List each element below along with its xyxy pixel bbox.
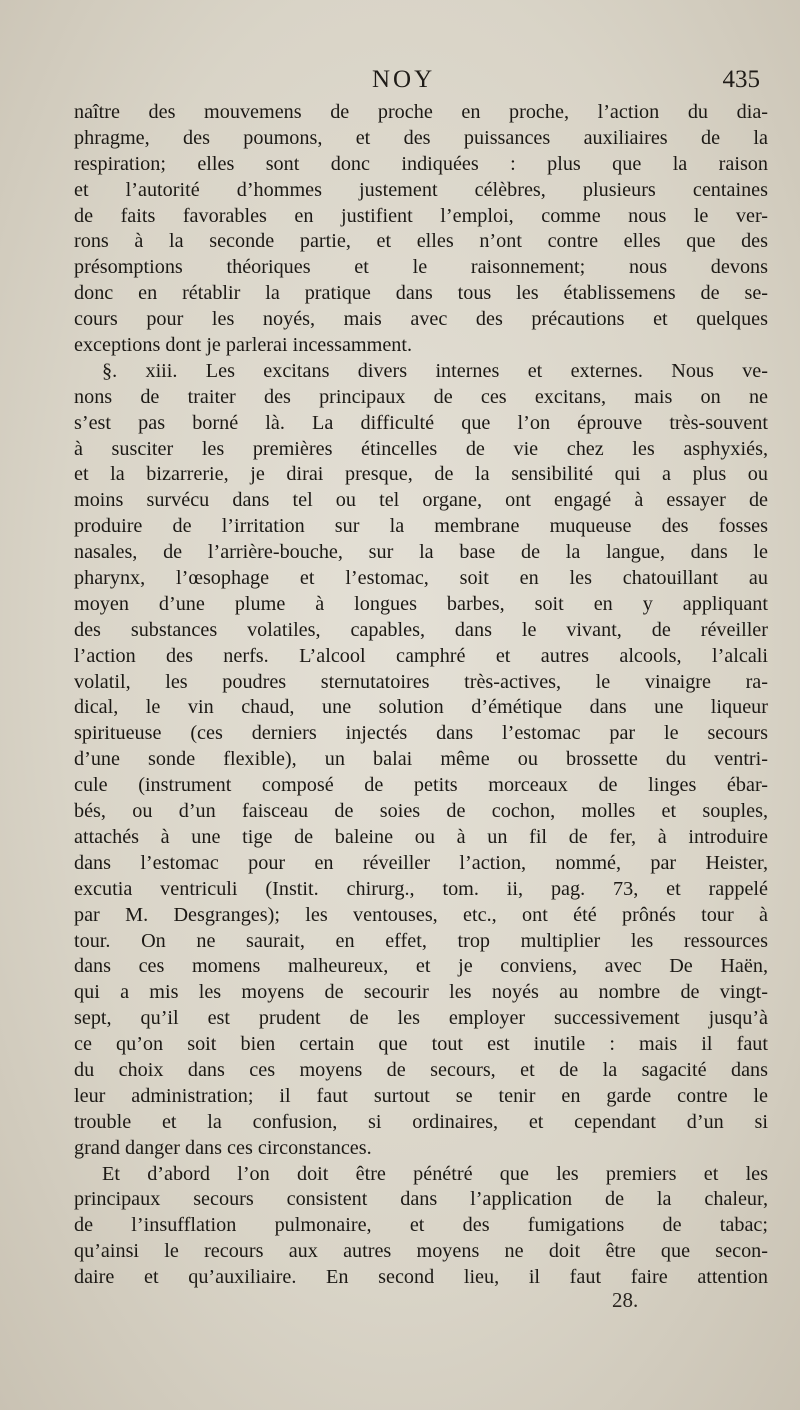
text-line: du choix dans ces moyens de secours, et de la sagacité dans: [74, 1058, 768, 1081]
text-line: dans ces momens malheureux, et je conviens, avec De Haën,: [74, 955, 768, 978]
text-line: daire et qu’auxiliaire. En second lieu, il faut faire attention: [74, 1266, 768, 1289]
text-line: volatil, les poudres sternutatoires très-actives, le vinaigre ra-: [74, 670, 768, 693]
text-line: grand danger dans ces circonstances.: [74, 1136, 372, 1159]
text-line: qui a mis les moyens de secourir les noyés au nombre de vingt-: [74, 981, 768, 1004]
section-heading-line: §. xiii. Les excitans divers internes et externes. Nous ve-: [102, 359, 768, 382]
text-line: principaux secours consistent dans l’application de la chaleur,: [74, 1188, 768, 1211]
text-line: nasales, de l’arrière-bouche, sur la base de la langue, dans le: [74, 541, 768, 564]
text-line: tour. On ne saurait, en effet, trop multiplier les ressources: [74, 929, 768, 952]
running-head: [72, 66, 768, 100]
text-line: qu’ainsi le recours aux autres moyens ne doit être que secon-: [74, 1240, 768, 1263]
text-line: exceptions dont je parlerai incessamment.: [74, 334, 413, 357]
text-line: d’une sonde flexible), un balai même ou brossette du ventri-: [74, 748, 768, 771]
text-line: excutia ventriculi (Instit. chirurg., tom. ii, pag. 73, et rappelé: [74, 877, 768, 900]
text-line: moins survécu dans tel ou tel organe, ont engagé à essayer de: [74, 489, 768, 512]
text-line: s’est pas borné là. La difficulté que l’on éprouve très-souvent: [74, 411, 768, 434]
text-line: dical, le vin chaud, une solution d’émétique dans une liqueur: [74, 696, 768, 719]
text-line: et l’autorité d’hommes justement célèbres, plusieurs centaines: [74, 178, 768, 201]
text-line: donc en rétablir la pratique dans tous les établissemens de se-: [74, 282, 768, 305]
page-number: 435: [722, 66, 760, 93]
signature-mark: 28.: [612, 1288, 639, 1312]
text-line: produire de l’irritation sur la membrane muqueuse des fosses: [74, 515, 768, 538]
body-text: [74, 100, 768, 1291]
text-line: respiration; elles sont donc indiquées : plus que la raison: [74, 152, 768, 175]
text-line: naître des mouvemens de proche en proche, l’action du dia-: [74, 101, 768, 123]
text-line: de l’insufflation pulmonaire, et des fumigations de tabac;: [74, 1214, 768, 1237]
text-line: trouble et la confusion, si ordinaires, et cependant d’un si: [74, 1110, 768, 1133]
running-title: NOY: [372, 66, 436, 93]
text-line: attachés à une tige de baleine ou à un fil de fer, à introduire: [74, 825, 768, 848]
text-line: dans l’estomac pour en réveiller l’action, nommé, par Heister,: [74, 851, 768, 874]
text-line: à susciter les premières étincelles de vie chez les asphyxiés,: [74, 437, 768, 460]
text-line: phragme, des poumons, et des puissances auxiliaires de la: [74, 126, 768, 149]
text-line: moyen d’une plume à longues barbes, soit en y appliquant: [74, 592, 768, 615]
text-line: cule (instrument composé de petits morceaux de linges ébar-: [74, 774, 768, 797]
text-line: de faits favorables en justifient l’emploi, comme nous le ver-: [74, 204, 768, 227]
text-line: pharynx, l’œsophage et l’estomac, soit en les chatouillant au: [74, 567, 768, 590]
text-line: des substances volatiles, capables, dans le vivant, de réveiller: [74, 618, 768, 641]
text-line: sept, qu’il est prudent de les employer successivement jusqu’à: [74, 1007, 768, 1030]
text-line: leur administration; il faut surtout se tenir en garde contre le: [74, 1084, 768, 1107]
text-line: et la bizarrerie, je dirai presque, de la sensibilité qui a plus ou: [74, 463, 768, 486]
text-line: par M. Desgranges); les ventouses, etc., ont été prônés tour à: [74, 903, 768, 926]
text-line: spiritueuse (ces derniers injectés dans l’estomac par le secours: [74, 722, 768, 745]
text-line: rons à la seconde partie, et elles n’ont contre elles que des: [74, 230, 768, 253]
text-line: l’action des nerfs. L’alcool camphré et autres alcools, l’alcali: [74, 644, 768, 667]
text-line: cours pour les noyés, mais avec des précautions et quelques: [74, 308, 768, 331]
text-line: Et d’abord l’on doit être pénétré que les premiers et les: [102, 1162, 768, 1185]
text-line: présomptions théoriques et le raisonnement; nous devons: [74, 256, 768, 279]
text-line: nons de traiter des principaux de ces excitans, mais on ne: [74, 385, 768, 408]
text-line: bés, ou d’un faisceau de soies de cochon, molles et souples,: [74, 800, 768, 823]
text-line: ce qu’on soit bien certain que tout est inutile : mais il faut: [74, 1033, 768, 1056]
